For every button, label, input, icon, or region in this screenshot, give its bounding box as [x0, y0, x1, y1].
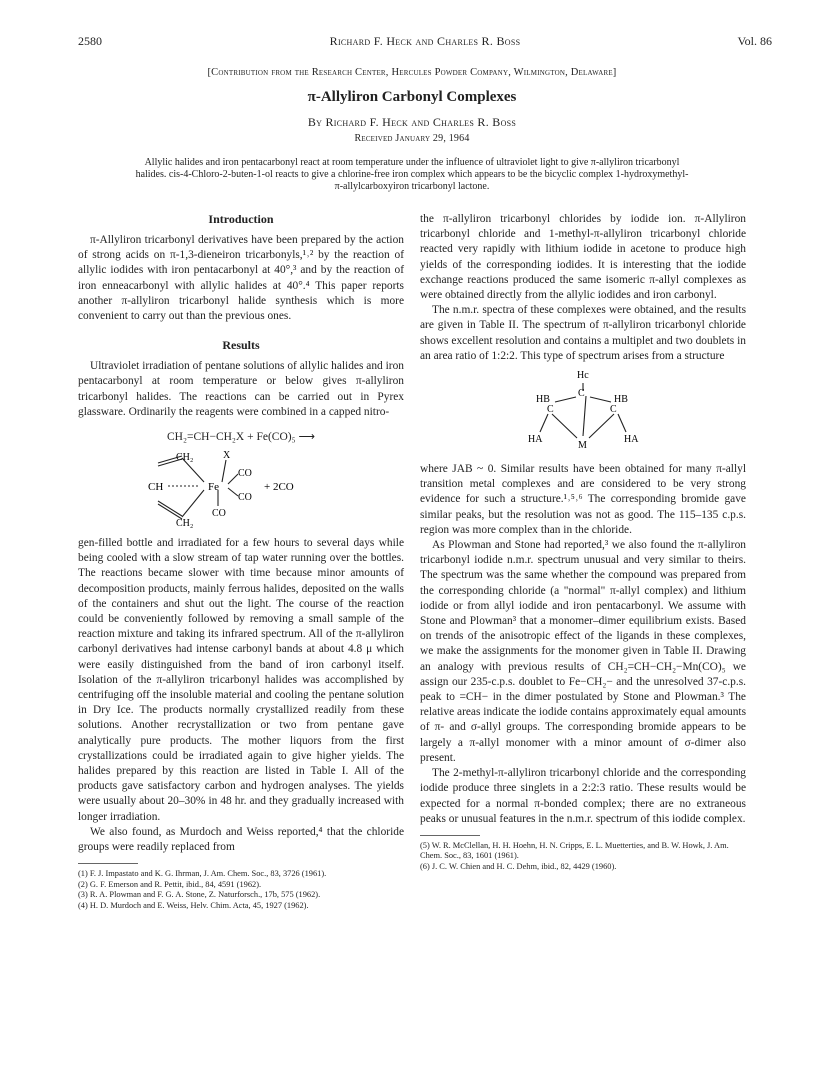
struct1-ch2-bottom: CH₂: [176, 518, 194, 529]
contribution-line: [Contribution from the Research Center, Hercules Powder Company, Wilmington, Delaware]: [207, 67, 617, 78]
struct1-co-3: CO: [212, 508, 226, 520]
abstract: Allylic halides and iron pentacarbonyl react at room temperature under the influence of ultraviolet light to give π-allyliron tricarbonyl halides. cis-4-Chloro-2-buten-1-ol reacts to give a chlorine-free iron complex which appears to be the bicyclic complex 1-hydroxymethyl-π-allylcarboxyiron tricarbonyl lactone.: [135, 157, 689, 192]
footnote-3: (3) R. A. Plowman and F. G. A. Stone, Z. Naturforsch., 17b, 575 (1962).: [78, 890, 321, 900]
struct2-hc: Hc: [577, 370, 589, 382]
struct2-ha-left: HA: [528, 434, 543, 446]
right-paragraph-5: The 2-methyl-π-allyliron tricarbonyl chloride and the corresponding iodide produce three singlets in a 2:2:3 ratio. These results would be expected for a normal π-bonded complex; there are no extraneous peaks or unusual features in the n.m.r. spectrum of this iodide complex.: [420, 767, 746, 825]
reaction-equation: CH₂=CH−CH₂X + Fe(CO)₅ ⟶: [167, 431, 315, 444]
right-footnotes: [420, 835, 746, 873]
author-line: By Richard F. Heck and Charles R. Boss: [307, 115, 517, 129]
struct2-c-mid: C: [578, 388, 585, 400]
introduction-heading: Introduction: [208, 212, 274, 226]
footnote-2: (2) G. F. Emerson and R. Pettit, ibid., 84, 4591 (1962).: [78, 879, 262, 889]
results-paragraph-1: Ultraviolet irradiation of pentane solutions of allylic halides and iron pentacarbonyl at room temperature or below gives π-allyliron tricarbonyl halides. The reactions can be carried out in Pyrex glassware. Ordinarily the reagents were combined in a capped nitro-: [78, 360, 404, 418]
footnote-5: (5) W. R. McClellan, H. H. Hoehn, H. N. Cripps, E. L. Muetterties, and B. W. Howk, J. Am. Chem. Soc., 83, 1601 (1961).: [420, 840, 729, 861]
struct2-hb-right: HB: [614, 394, 628, 406]
struct1-co-1: CO: [238, 468, 252, 480]
allyliron-structure-diagram: [78, 448, 404, 528]
struct1-byproduct: + 2CO: [264, 481, 294, 494]
running-title: Richard F. Heck and Charles R. Boss: [329, 34, 521, 48]
results-paragraph-3: We also found, as Murdoch and Weiss reported,⁴ that the chloride groups were readily replaced from: [78, 825, 404, 854]
received-date: Received January 29, 1964: [354, 133, 470, 144]
struct1-ch: CH: [148, 481, 164, 494]
right-column: [420, 212, 746, 872]
struct2-hb-left: HB: [536, 394, 550, 406]
volume-label: Vol. 86: [737, 34, 772, 48]
footnote-6: (6) J. C. W. Chien and H. C. Dehm, ibid., 82, 4429 (1960).: [420, 861, 617, 871]
footnote-4: (4) H. D. Murdoch and E. Weiss, Helv. Chim. Acta, 45, 1927 (1962).: [78, 900, 309, 910]
right-paragraph-4: As Plowman and Stone had reported,³ we also found the π-allyliron tricarbonyl iodide n.m.r. spectrum unusual and very similar to theirs. The spectrum was the same whether the compound was prepared from the corresponding chloride (a "normal" π-allyl complex) and lithium iodide or from allyl iodide and iron pentacarbonyl. We assume with Stone and Plowman³ that a monomer–dimer equilibrium exists. Based on trends of the anisotropic effect of the ligands in these complexes, we make the assignments for the monomer given in Table II. Drawing an analogy with previous results of CH₂=CH−CH₂−Mn(CO)₅ we assign our 235-c.p.s. doublet to Fe−CH₂− and the unresolved 37-c.p.s. peak to =CH− in the dimer postulated by Stone and Plowman.³ The relative areas indicate the iodide contains approximately equal amounts of π- and σ-allyl groups. The corresponding bromide appears to be largely a π-allyl monomer with a minor amount of σ-dimer also present.: [420, 539, 746, 764]
struct2-ha-right: HA: [624, 434, 639, 446]
left-column: [78, 212, 404, 911]
struct1-ch2-top: CH₂: [176, 452, 194, 464]
results-heading: Results: [222, 338, 260, 353]
intro-paragraph: π-Allyliron tricarbonyl derivatives have been prepared by the action of strong acids on π-1,3-dieneiron tricarbonyls,¹˒² by the reaction of allylic iodides with iron pentacarbonyl at 40°,³ and by the reaction of iron enneacarbonyl with allylic halides at 40°.⁴ This paper reports another π-allyliron tricarbonyl halide synthesis which is more convenient to carry out than the previous ones.: [78, 234, 404, 323]
allyl-structure-diagram: [420, 364, 746, 452]
page-number: 2580: [78, 34, 102, 48]
struct1-fe: Fe: [208, 481, 219, 494]
footnote-1: (1) F. J. Impastato and K. G. Ihrman, J. Am. Chem. Soc., 83, 3726 (1961).: [78, 869, 327, 879]
results-paragraph-2: gen-filled bottle and irradiated for a few hours to several days while being cooled with a slow stream of tap water running over the bottles. The reactions became slower with time because minor amounts of decomposition products, mainly ferrous halides, deposited on the walls of the containers and shut out the light. The course of the reaction could be conveniently followed by removing a small sample of the reaction mixture and taking its infrared spectrum. All of the π-allyliron carbonyl derivatives had intense carbonyl bands at about 4.8 μ which were easily distinguished from the band of iron carbonyl itself. Isolation of the π-allyliron tricarbonyl halides was accomplished by centrifuging off the insoluble material and cooling the pentane solution in Dry Ice. The products normally crystallized readily from these solutions. Another recrystallization or two from pentane gave analytically pure products. The mother liquors from the first crystallizations could be irradiated again to give higher yields. The halides prepared by this reaction are listed in Table I. All of the products gave satisfactory carbon and hydrogen analyses. The yields were usually about 20–30% in 48 hr. and they gradually increased with longer irradiation.: [78, 537, 404, 823]
struct2-m: M: [578, 440, 587, 452]
struct2-c-right: C: [610, 404, 617, 416]
page-header: [78, 34, 772, 52]
struct2-c-left: C: [547, 404, 554, 416]
article-title: π-Allyliron Carbonyl Complexes: [307, 89, 517, 105]
right-paragraph-2: The n.m.r. spectra of these complexes were obtained, and the results are given in Table II. The spectrum of π-allyliron tricarbonyl chloride shows excellent resolution and contains a multiplet and two doublets in an area ratio of 1:2:2. This type of spectrum arises from a structure: [420, 304, 746, 362]
struct1-x: X: [223, 450, 231, 462]
right-paragraph-3: where JAB ~ 0. Similar results have been obtained for many π-allyl transition metal complexes and are considered to be very strong evidence for such a structure.¹˒⁵˒⁶ The corresponding bromide gave similar peaks, but the resolution was not as good. The 115–135 c.p.s. region was more complex than in the chloride.: [420, 463, 746, 536]
left-footnotes: [78, 863, 404, 911]
right-paragraph-1: the π-allyliron tricarbonyl chlorides by iodide ion. π-Allyliron tricarbonyl chloride and 1-methyl-π-allyliron tricarbonyl chloride reacted very rapidly with lithium iodide in acetone to produce high yields of the corresponding iodides. It is interesting that the iodide exchange reactions produced the same isomeric π-allyl complexes as were obtained directly from the allylic iodides and iron carbonyl.: [420, 213, 746, 302]
struct1-co-2: CO: [238, 492, 252, 504]
